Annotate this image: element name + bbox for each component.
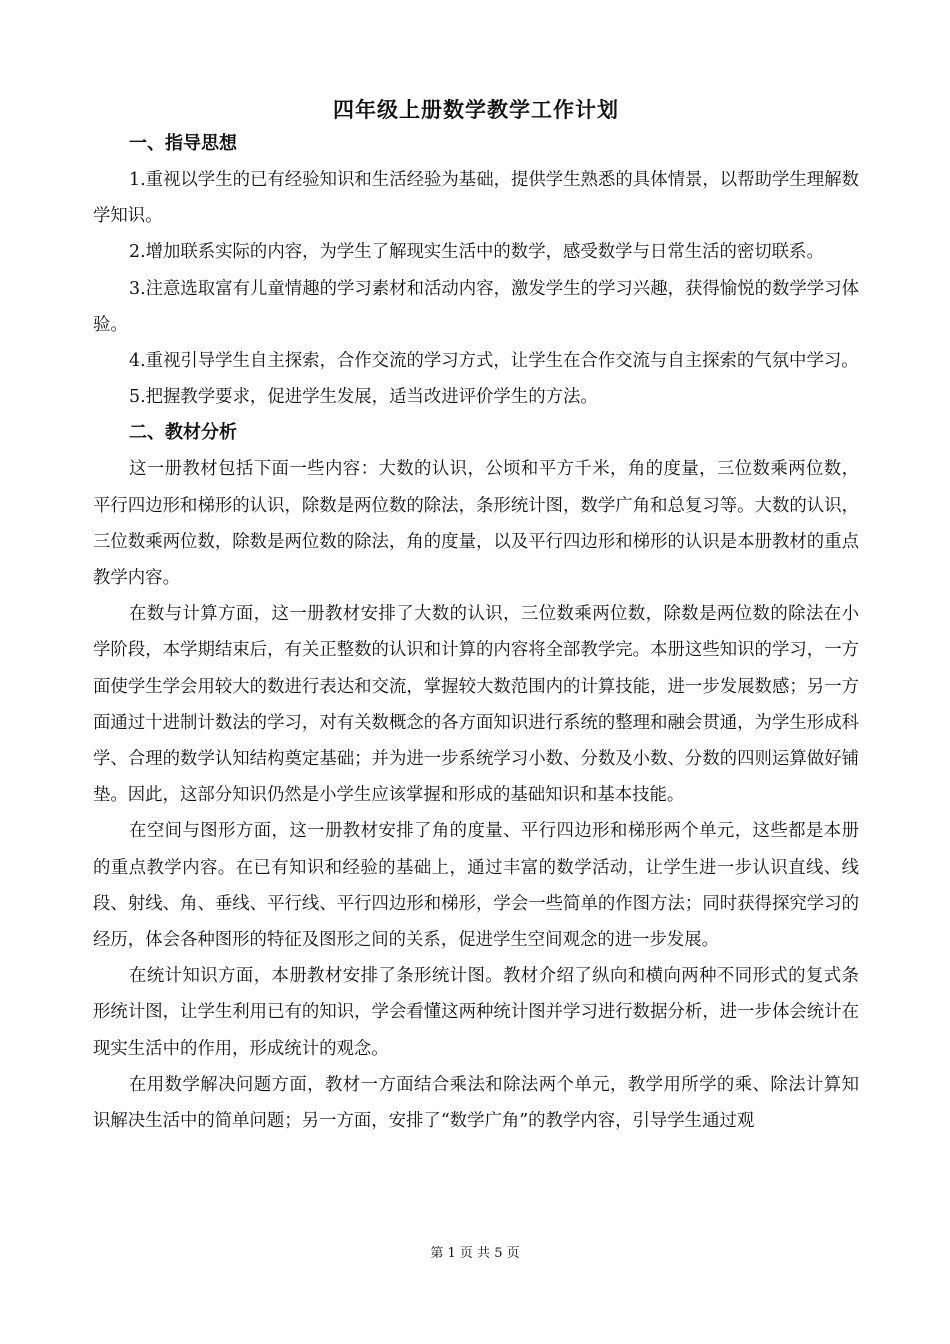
paragraph: 5.把握教学要求，促进学生发展，适当改进评价学生的方法。	[129, 387, 598, 408]
paragraph: 在统计知识方面，本册教材安排了条形统计图。教材介绍了纵向和横向两种不同形式的复式条形统计图，让学生利用已有的知识，学会看懂这两种统计图并学习进行数据分析，进一步体会统计在现实生活中的作用，形成统计的观念。	[93, 966, 859, 1059]
section-textbook-analysis	[93, 415, 859, 1139]
page-footer: 第 1 页 共 5 页	[430, 1246, 520, 1261]
paragraph: 在空间与图形方面，这一册教材安排了角的度量、平行四边形和梯形两个单元，这些都是本册的重点教学内容。在已有知识和经验的基础上，通过丰富的数学活动，让学生进一步认识直线、线段、射线、角、垂线、平行线、平行四边形和梯形，学会一些简单的作图方法；同时获得探究学习的经历，体会各种图形的特征及图形之间的关系，促进学生空间观念的进一步发展。	[93, 821, 859, 951]
document-title: 四年级上册数学教学工作计划	[333, 97, 619, 122]
document-body	[93, 94, 859, 1139]
paragraph: 4.重视引导学生自主探索，合作交流的学习方式，让学生在合作交流与自主探索的气氛中学习。	[129, 351, 859, 372]
section-heading: 一、指导思想	[129, 133, 237, 154]
paragraph: 在用数学解决问题方面，教材一方面结合乘法和除法两个单元，教学用所学的乘、除法计算知识解决生活中的简单问题；另一方面，安排了“数学广角”的教学内容，引导学生通过观	[93, 1074, 859, 1132]
paragraph: 3.注意选取富有儿童情趣的学习素材和活动内容，激发学生的学习兴趣，获得愉悦的数学学习体验。	[93, 278, 859, 335]
paragraph: 在数与计算方面，这一册教材安排了大数的认识，三位数乘两位数，除数是两位数的除法在小学阶段，本学期结束后，有关正整数的认识和计算的内容将全部教学完。本册这些知识的学习，一方面使学生学会用较大的数进行表达和交流，掌握较大数范围内的计算技能，进一步发展数感；另一方面通过十进制计数法的学习，对有关数概念的各方面知识进行系统的整理和融会贯通，为学生形成科学、合理的数学认知结构奠定基础；并为进一步系统学习小数、分数及小数、分数的四则运算做好铺垫。因此，这部分知识仍然是小学生应该掌握和形成的基础知识和基本技能。	[93, 604, 859, 806]
section-guiding-ideology	[93, 126, 859, 415]
paragraph: 1.重视以学生的已有经验知识和生活经验为基础，提供学生熟悉的具体情景，以帮助学生理解数学知识。	[93, 170, 859, 227]
paragraph: 这一册教材包括下面一些内容：大数的认识，公顷和平方千米，角的度量，三位数乘两位数，平行四边形和梯形的认识，除数是两位数的除法，条形统计图，数学广角和总复习等。大数的认识，三位数乘两位数，除数是两位数的除法，角的度量，以及平行四边形和梯形的认识是本册教材的重点教学内容。	[93, 459, 859, 589]
section-heading: 二、教材分析	[129, 422, 237, 444]
paragraph: 2.增加联系实际的内容，为学生了解现实生活中的数学，感受数学与日常生活的密切联系。	[129, 242, 824, 263]
